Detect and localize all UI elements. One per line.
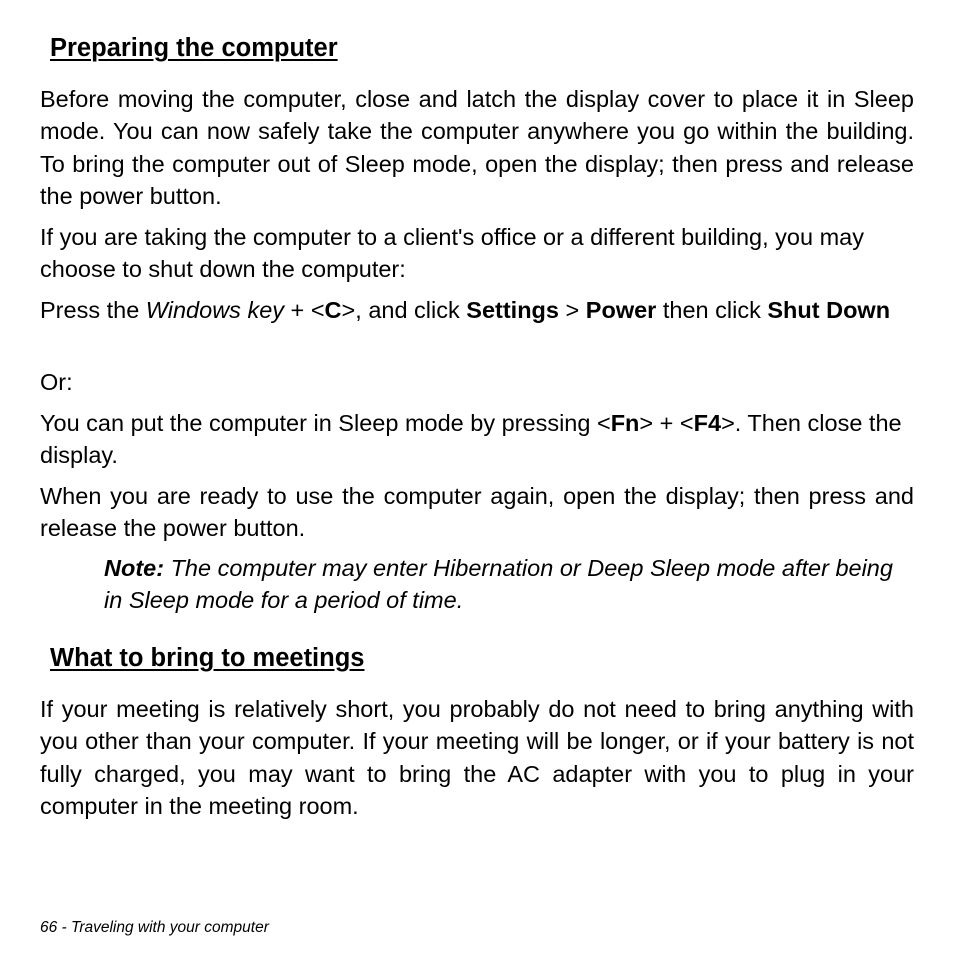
instruction-text: > xyxy=(559,297,586,323)
key-c-label: C xyxy=(324,297,342,323)
instruction-text: then click xyxy=(656,297,768,323)
paragraph-sleep-shortcut xyxy=(40,407,914,472)
key-f4-label: F4 xyxy=(693,410,722,436)
section-heading-preparing: Preparing the computer xyxy=(50,34,338,62)
paragraph-ready-again: When you are ready to use the computer again, open the display; then press and release the power button. xyxy=(40,483,914,542)
page-footer: 66 - Traveling with your computer xyxy=(40,919,269,936)
note-label: Note: xyxy=(104,555,165,581)
paragraph-shut-down-choice: If you are taking the computer to a client's office or a different building, you may choose to shut down the computer: xyxy=(40,224,864,283)
paragraph-meetings: If your meeting is relatively short, you probably do not need to bring anything with you other than your computer. If your meeting will be longer, or if your battery is not fully charged, you may want to bring the AC adapter with you to plug in your computer in the meeting room. xyxy=(40,696,914,819)
settings-label: Settings xyxy=(466,297,559,323)
paragraph-shutdown-instruction xyxy=(40,294,914,326)
sleep-text: >. Then close the display. xyxy=(40,410,902,469)
shut-down-label: Shut Down xyxy=(767,297,891,323)
instruction-text: >, and click xyxy=(341,297,467,323)
sleep-text: > + < xyxy=(639,410,694,436)
paragraph-moving-computer: Before moving the computer, close and latch the display cover to place it in Sleep mode. You can now safely take the computer anywhere you go within the building. To bring the computer out of Sleep mode, open the display; then press and release the power button. xyxy=(40,86,914,209)
paragraph-or: Or: xyxy=(40,369,73,395)
power-label: Power xyxy=(585,297,657,323)
instruction-text: Press the xyxy=(40,297,146,323)
windows-key-label: Windows key xyxy=(145,297,285,323)
sleep-text: You can put the computer in Sleep mode by pressing < xyxy=(40,410,611,436)
note-text: The computer may enter Hibernation or Deep Sleep mode after being in Sleep mode for a period of time. xyxy=(104,555,893,614)
note-hibernation xyxy=(104,552,914,617)
section-heading-meetings: What to bring to meetings xyxy=(50,644,365,672)
key-fn-label: Fn xyxy=(610,410,640,436)
instruction-text: + < xyxy=(284,297,325,323)
